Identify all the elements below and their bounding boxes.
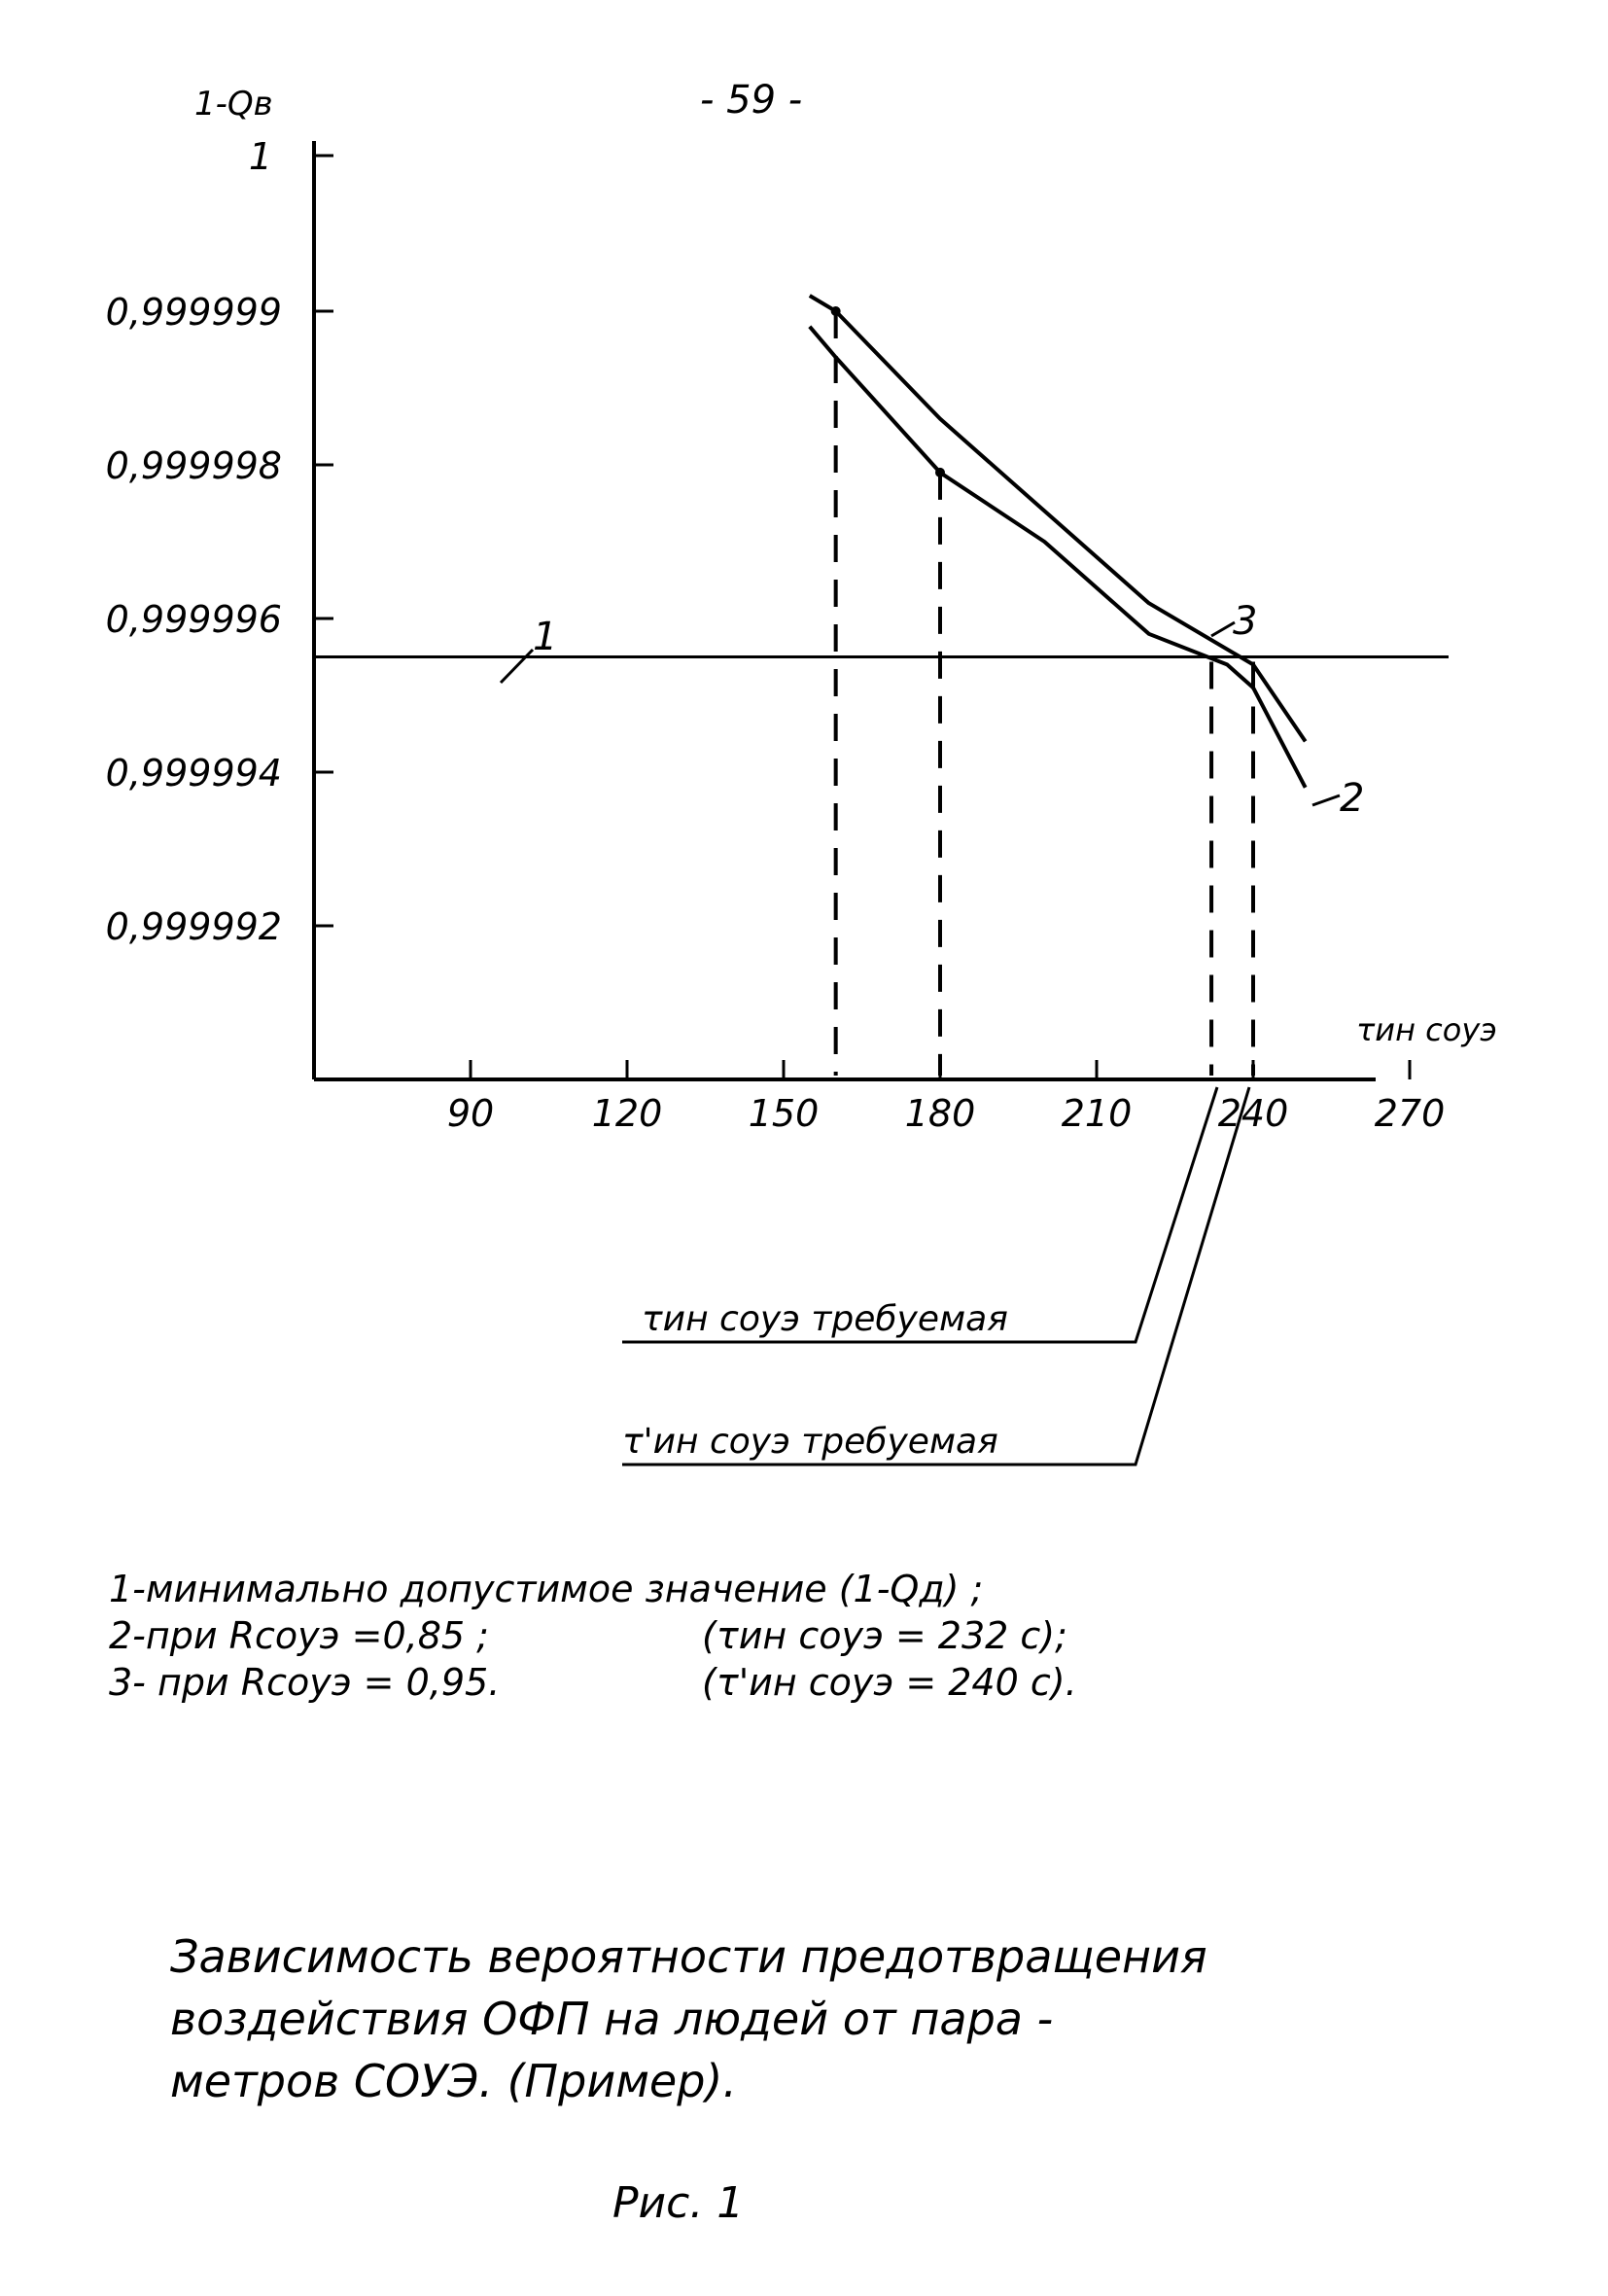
y-axis-ticks [106,135,333,948]
legend-line-2 [109,1612,1067,1659]
y-axis-label: 1-Qв [194,85,273,124]
y-tick-label: 0,999999 [105,291,282,334]
x-axis-ticks [447,1060,1445,1135]
curve-2-label: 2 [1340,776,1365,821]
x-tick-label: 240 [1217,1092,1289,1135]
required-label: τин соуэ требуемая [642,1299,1008,1339]
curve-3-label: 3 [1233,599,1258,644]
legend-line-1: 1-минимально допустимое значение (1-Qд) ; [109,1568,984,1610]
figure-caption [170,1925,1531,2112]
y-tick-label: 0,999994 [105,752,282,795]
y-tick-label: 0,999992 [105,905,282,948]
x-tick-label: 120 [591,1092,663,1135]
chart-series [314,296,1449,788]
curve-3-leader [1211,622,1235,636]
legend-line-3-right: (τ'ин соуэ = 240 с). [702,1661,1077,1704]
curve-2-leader [1312,795,1340,805]
required-prime-label: τ'ин соуэ требуемая [622,1422,998,1462]
figure-label: Рис. 1 [612,2178,745,2228]
page-number: - 59 - [700,78,803,123]
y-tick-label: 0,999998 [105,444,282,487]
legend-line-2-right: (τин соуэ = 232 с); [702,1614,1067,1657]
legend-line-3-left: 3- при Rсоуэ = 0,95. [109,1661,501,1704]
y-tick-label: 1 [248,135,272,178]
caption-line-1: Зависимость вероятности предотвращения [170,1930,1207,1983]
chart-annotations [501,599,1364,1465]
series-2-curve [810,327,1306,788]
x-tick-label: 270 [1374,1092,1446,1135]
curve-1-label: 1 [533,615,558,659]
chart-axes [194,85,1497,1079]
curve-1-leader [501,650,533,683]
series-3-curve [810,296,1306,741]
x-tick-label: 150 [748,1092,820,1135]
legend [109,1566,1077,1706]
x-tick-label: 180 [904,1092,976,1135]
legend-line-2-left: 2-при Rсоуэ =0,85 ; [109,1614,489,1657]
x-tick-label: 210 [1061,1092,1133,1135]
caption-line-2: воздействия ОФП на людей от пара - [170,1993,1054,2045]
x-axis-label: τин соуэ [1356,1011,1497,1048]
x-tick-label: 90 [446,1092,495,1135]
y-tick-label: 0,999996 [105,598,282,641]
legend-line-3 [109,1659,1077,1706]
curve-point-marker [935,468,945,477]
curve-point-marker [831,306,841,316]
caption-line-3: метров СОУЭ. (Пример). [170,2055,737,2107]
